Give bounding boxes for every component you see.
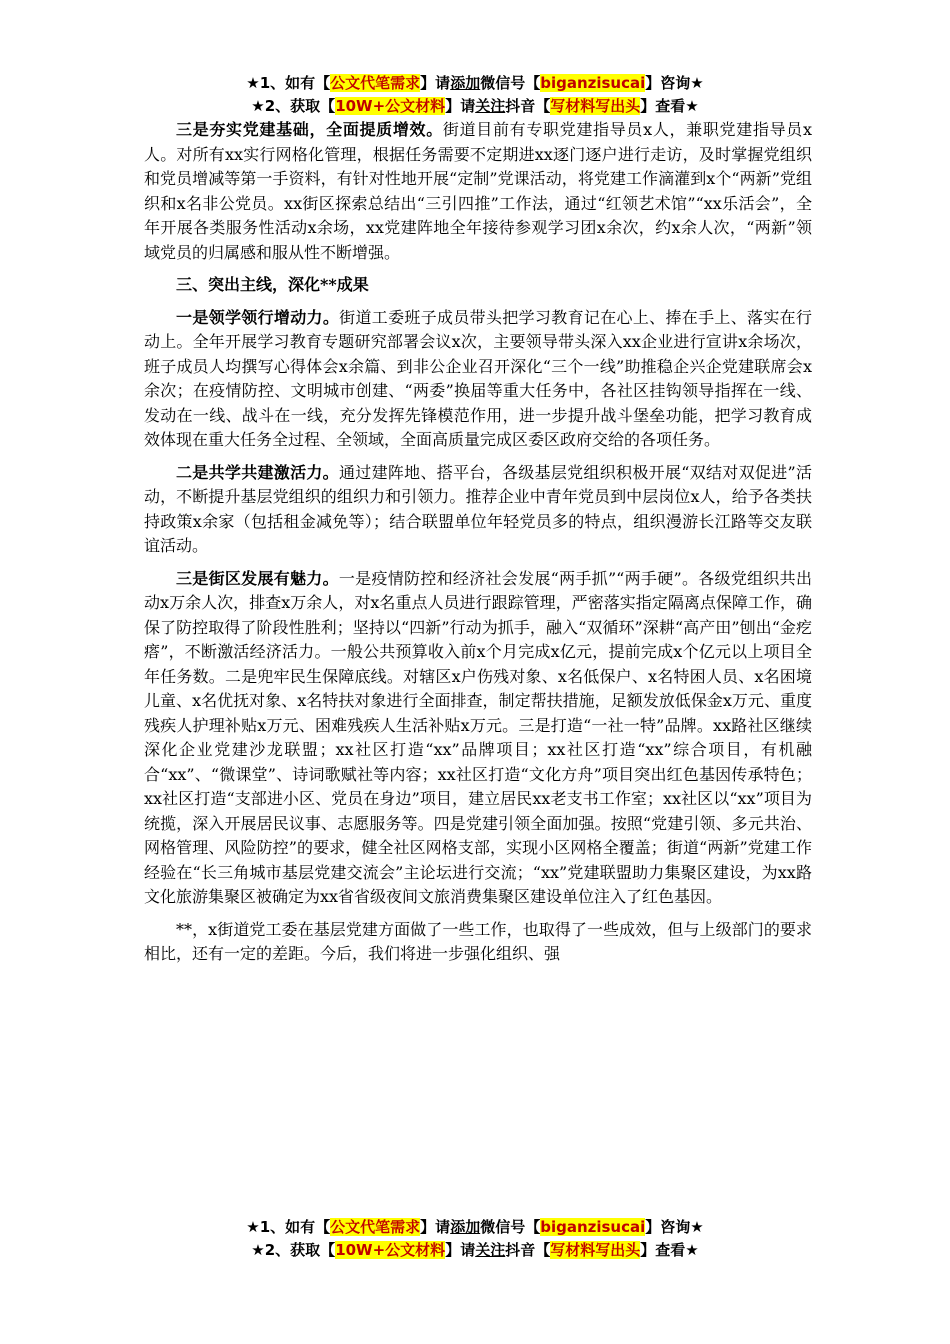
banner-highlight: 10W+公文材料 [335, 1241, 446, 1259]
banner-wechat-id: biganzisucai [540, 74, 646, 92]
banner-text: 微信号【 [480, 74, 541, 92]
banner-text: 2、获取【 [264, 97, 336, 115]
banner-highlight: 10W+公文材料 [335, 97, 446, 115]
star-icon: ★ [246, 1218, 260, 1236]
banner-douyin-id: 写材料写出头 [550, 97, 641, 115]
banner-text: 微信号【 [480, 1218, 541, 1236]
paragraph-leadership [144, 306, 812, 453]
banner-text: 】查看★ [640, 97, 699, 115]
banner-douyin-id: 写材料写出头 [550, 1241, 641, 1259]
banner-text: 1、如有【 [259, 1218, 331, 1236]
paragraph-lead: 三是夯实党建基础，全面提质增效。 [176, 120, 443, 139]
banner-text: 】请 [420, 74, 451, 92]
banner-underlined: 添加 [450, 74, 481, 92]
banner-text: 】请 [420, 1218, 451, 1236]
document-body [144, 118, 812, 975]
paragraph-text: 通过建阵地、搭平台，各级基层党组织积极开展“双结对双促进”活动，不断提升基层党组织的组织力和引领力。推荐企业中青年党员到中层岗位x人，给予各类扶持政策x余家（包括租金减免等）；结合联盟单位年轻党员多的特点，组织漫游长江路等交友联谊活动。 [144, 462, 812, 555]
banner-text: 】请 [445, 97, 476, 115]
banner-text: 】查看★ [640, 1241, 699, 1259]
section-heading: 三、突出主线，深化**成果 [176, 275, 369, 294]
banner-underlined: 添加 [450, 1218, 481, 1236]
banner-underlined: 关注 [475, 97, 506, 115]
banner-line-2 [0, 1239, 950, 1262]
star-icon: ★ [246, 74, 260, 92]
banner-line-2 [0, 95, 950, 118]
banner-text: 2、获取【 [264, 1241, 336, 1259]
paragraph-text: 街道工委班子成员带头把学习教育记在心上、捧在手上、落实在行动上。全年开展学习教育专题研究部署会议x次，主要领导带头深入xx企业进行宣讲x余场次，班子成员人均撰写心得体会x余篇、到非公企业召开深化“三个一线”助推稳企兴企党建联席会x余次；在疫情防控、文明城市创建、“两委”换届等重大任务中，各社区挂钩领导指挥在一线、发动在一线、战斗在一线，充分发挥先锋模范作用，进一步提升战斗堡垒功能，把学习教育成效体现在重大任务全过程、全领域，全面高质量完成区委区政府交给的各项任务。 [144, 307, 812, 449]
paragraph-lead: 二是共学共建激活力。 [176, 462, 339, 482]
banner-text: 抖音【 [505, 97, 551, 115]
banner-highlight: 公文代笔需求 [330, 74, 421, 92]
banner-underlined: 关注 [475, 1241, 506, 1259]
banner-line-1 [0, 72, 950, 95]
paragraph-summary: **，x街道党工委在基层党建方面做了一些工作，也取得了一些成效，但与上级部门的要求相比，还有一定的差距。今后，我们将进一步强化组织、强 [144, 919, 812, 963]
banner-text: 】咨询★ [645, 1218, 704, 1236]
paragraph-text: 街道目前有专职党建指导员x人，兼职党建指导员x人。对所有xx实行网格化管理，根据任务需要不定期进xx逐门逐户进行走访，及时掌握党组织和党员增减等第一手资料，有针对性地开展“定制”党课活动，将党建工作滴灌到x个“两新”党组织和x名非公党员。xx街区探索总结出“三引四推”工作法，通过“红领艺术馆”“xx乐活会”，全年开展各类服务性活动x余场，xx党建阵地全年接待参观学习团x余次，约x余人次，“两新”领域党员的归属感和服从性不断增强。 [144, 120, 812, 262]
paragraph-foundation [144, 118, 812, 265]
banner-text: 】请 [445, 1241, 476, 1259]
paragraph-lead: 三是街区发展有魅力。 [176, 568, 339, 588]
banner-text: 】咨询★ [645, 74, 704, 92]
paragraph-lead: 一是领学领行增动力。 [176, 307, 340, 327]
top-banner [0, 72, 950, 118]
star-icon: ★ [251, 1241, 265, 1259]
banner-highlight: 公文代笔需求 [330, 1218, 421, 1236]
banner-text: 1、如有【 [259, 74, 331, 92]
paragraph-development [144, 567, 812, 910]
paragraph-text: 一是疫情防控和经济社会发展“两手抓”“两手硬”。各级党组织共出动x万余人次，排查x万余人，对x名重点人员进行跟踪管理，严密落实指定隔离点保障工作，确保了防控取得了阶段性胜利；坚持以“四新”行动为抓手，融入“双循环”深耕“高产田”刨出“金疙瘩”，不断激活经济活力。一般公共预算收入前x个月完成x亿元，提前完成x个亿元以上项目全年任务数。二是兜牢民生保障底线。对辖区x户伤残对象、x名低保户、x名特困人员、x名困境儿童、x名优抚对象、x名特扶对象进行全面排查，制定帮扶措施，足额发放低保金x万元、重度残疾人护理补贴x万元、困难残疾人生活补贴x万元。三是打造“一社一特”品牌。xx路社区继续深化企业党建沙龙联盟；xx社区打造“xx”品牌项目；xx社区打造“xx”综合项目，有机融合“xx”、“微课堂”、诗词歌赋社等内容；xx社区打造“文化方舟”项目突出红色基因传承特色；xx社区打造“支部进小区、党员在身边”项目，建立居民xx老支书工作室；xx社区以“xx”项目为统揽，深入开展居民议事、志愿服务等。四是党建引领全面加强。按照“党建引领、多元共治、网格管理、风险防控”的要求，健全社区网格支部，实现小区网格全覆盖；街道“两新”党建工作经验在“长三角城市基层党建交流会”主论坛进行交流；“xx”党建联盟助力集聚区建设，为xx路文化旅游集聚区被确定为xx省省级夜间文旅消费集聚区建设单位注入了红色基因。 [144, 568, 812, 906]
banner-text: 抖音【 [505, 1241, 551, 1259]
banner-line-1 [0, 1216, 950, 1239]
star-icon: ★ [251, 97, 265, 115]
banner-wechat-id: biganzisucai [540, 1218, 646, 1236]
paragraph-co-building [144, 461, 812, 559]
bottom-banner [0, 1216, 950, 1262]
